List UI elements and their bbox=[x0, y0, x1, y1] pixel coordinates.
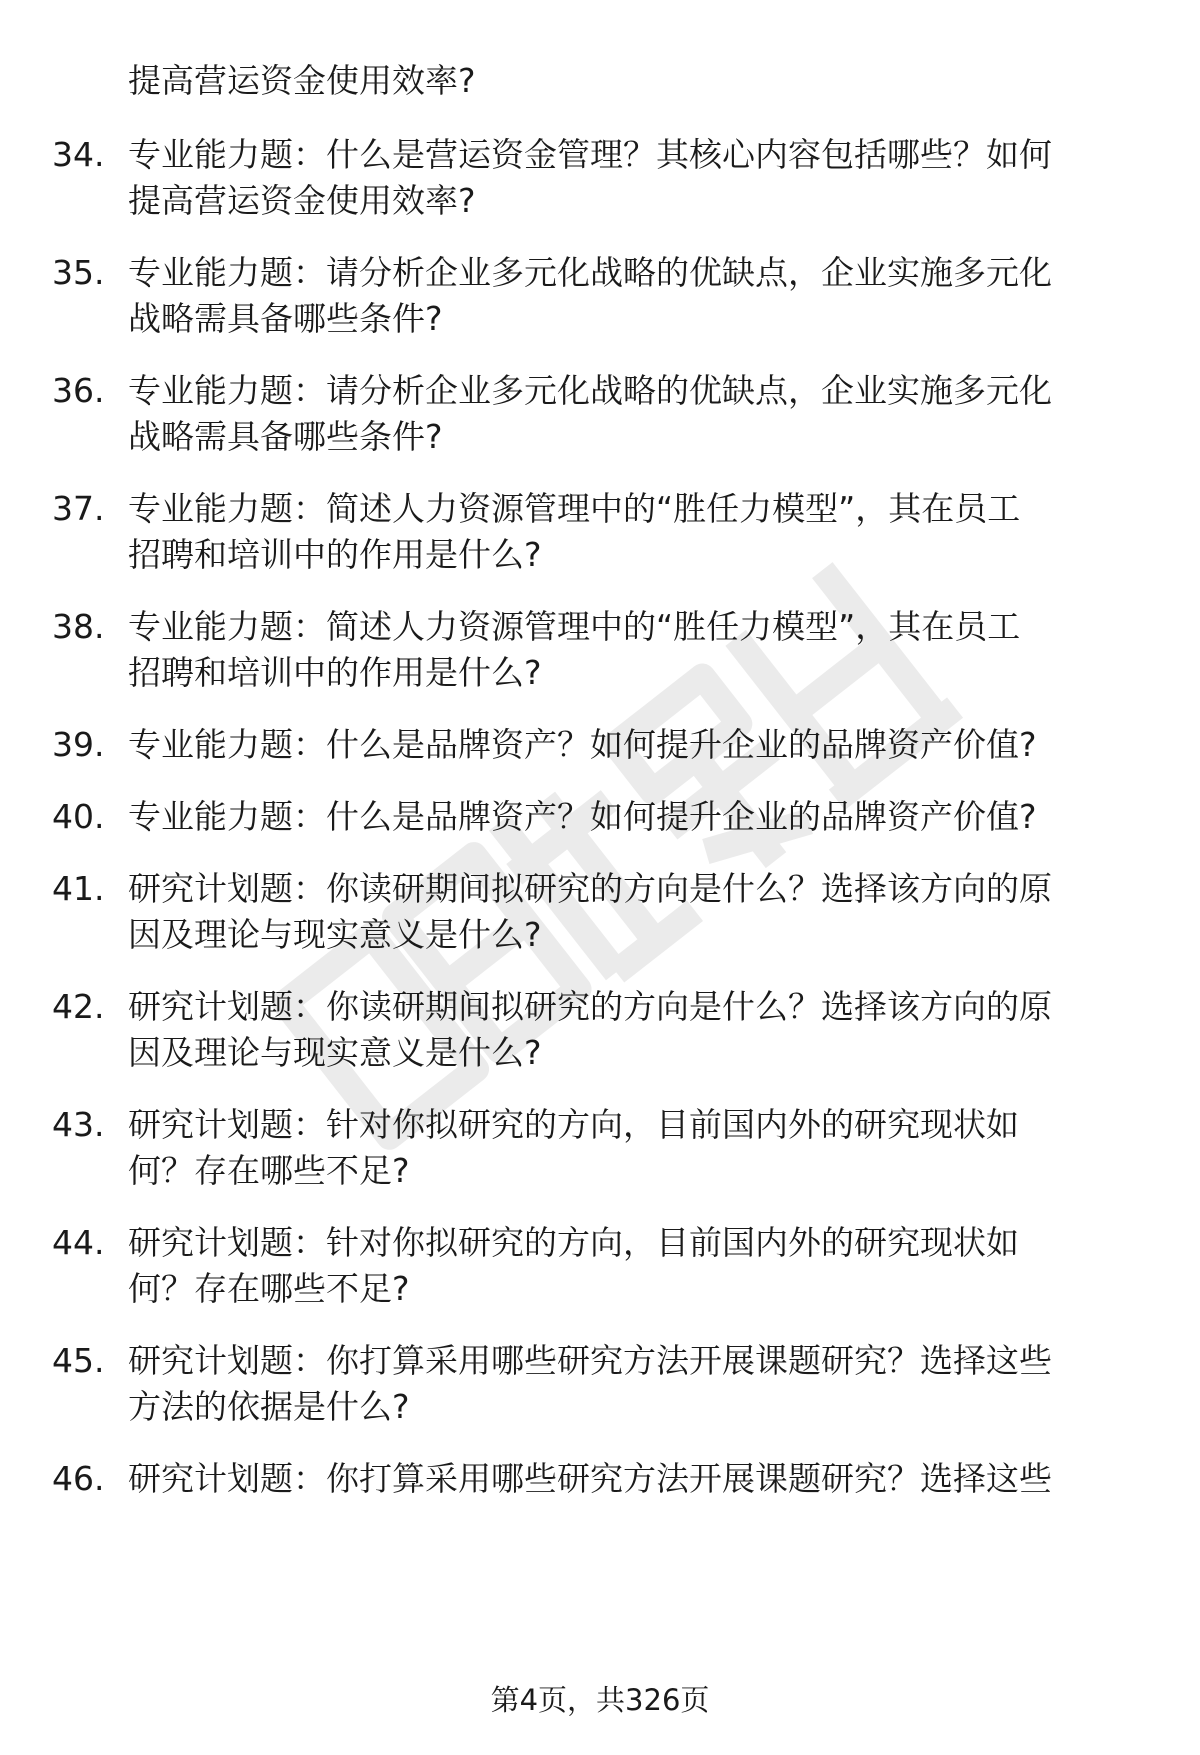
question-text-line: 研究计划题：你读研期间拟研究的方向是什么？选择该方向的原 bbox=[128, 987, 1052, 1026]
question-number: 35. bbox=[52, 253, 105, 292]
question-text-line: 因及理论与现实意义是什么? bbox=[128, 1033, 542, 1072]
question-text-line: 方法的依据是什么? bbox=[128, 1387, 410, 1426]
question-text bbox=[128, 486, 1020, 578]
question-number: 45. bbox=[52, 1341, 105, 1380]
question-text bbox=[128, 250, 1052, 342]
question-text-line: 战略需具备哪些条件? bbox=[128, 417, 443, 456]
question-number: 37. bbox=[52, 489, 105, 528]
question-text-line: 研究计划题：你读研期间拟研究的方向是什么？选择该方向的原 bbox=[128, 869, 1052, 908]
page-footer: 第4页，共326页 bbox=[490, 1683, 710, 1717]
question-number: 40. bbox=[52, 797, 105, 836]
question-text-line: 专业能力题：简述人力资源管理中的“胜任力模型”，其在员工 bbox=[128, 489, 1021, 528]
question-number: 41. bbox=[52, 869, 105, 908]
question-text-line: 何？存在哪些不足? bbox=[128, 1151, 410, 1190]
question-text bbox=[128, 1102, 1019, 1194]
question-text bbox=[128, 1338, 1052, 1430]
question-text-line: 专业能力题：请分析企业多元化战略的优缺点，企业实施多元化 bbox=[128, 371, 1052, 410]
question-text-line: 专业能力题：什么是营运资金管理？其核心内容包括哪些？如何 bbox=[128, 135, 1052, 174]
question-text-line: 招聘和培训中的作用是什么? bbox=[128, 653, 542, 692]
question-text bbox=[128, 1456, 1052, 1502]
question-text bbox=[128, 984, 1052, 1076]
question-number: 46. bbox=[52, 1459, 105, 1498]
question-text bbox=[128, 604, 1020, 696]
question-text-line: 专业能力题：简述人力资源管理中的“胜任力模型”，其在员工 bbox=[128, 607, 1021, 646]
question-text-line: 研究计划题：针对你拟研究的方向，目前国内外的研究现状如 bbox=[128, 1223, 1019, 1262]
question-text-line: 提高营运资金使用效率? bbox=[128, 181, 476, 220]
question-text bbox=[128, 794, 1037, 840]
question-text bbox=[128, 866, 1052, 958]
question-number: 42. bbox=[52, 987, 105, 1026]
question-text-line: 研究计划题：你打算采用哪些研究方法开展课题研究？选择这些 bbox=[128, 1341, 1052, 1380]
question-number: 34. bbox=[52, 135, 105, 174]
question-text-line: 何？存在哪些不足? bbox=[128, 1269, 410, 1308]
question-text-line: 研究计划题：你打算采用哪些研究方法开展课题研究？选择这些 bbox=[128, 1459, 1052, 1498]
question-text bbox=[128, 722, 1037, 768]
question-text-line: 专业能力题：什么是品牌资产？如何提升企业的品牌资产价值? bbox=[128, 725, 1037, 764]
question-text bbox=[128, 132, 1052, 224]
question-number: 43. bbox=[52, 1105, 105, 1144]
question-text-line: 招聘和培训中的作用是什么? bbox=[128, 535, 542, 574]
question-number: 38. bbox=[52, 607, 105, 646]
question-text-line: 专业能力题：请分析企业多元化战略的优缺点，企业实施多元化 bbox=[128, 253, 1052, 292]
question-number: 44. bbox=[52, 1223, 105, 1262]
question-text-line: 因及理论与现实意义是什么? bbox=[128, 915, 542, 954]
question-text bbox=[128, 368, 1052, 460]
question-text-line: 研究计划题：针对你拟研究的方向，目前国内外的研究现状如 bbox=[128, 1105, 1019, 1144]
question-number: 39. bbox=[52, 725, 105, 764]
question-text bbox=[128, 1220, 1019, 1312]
question-text-line: 专业能力题：什么是品牌资产？如何提升企业的品牌资产价值? bbox=[128, 797, 1037, 836]
question-text-line: 战略需具备哪些条件? bbox=[128, 299, 443, 338]
continued-question-line: 提高营运资金使用效率? bbox=[128, 61, 476, 100]
question-number: 36. bbox=[52, 371, 105, 410]
